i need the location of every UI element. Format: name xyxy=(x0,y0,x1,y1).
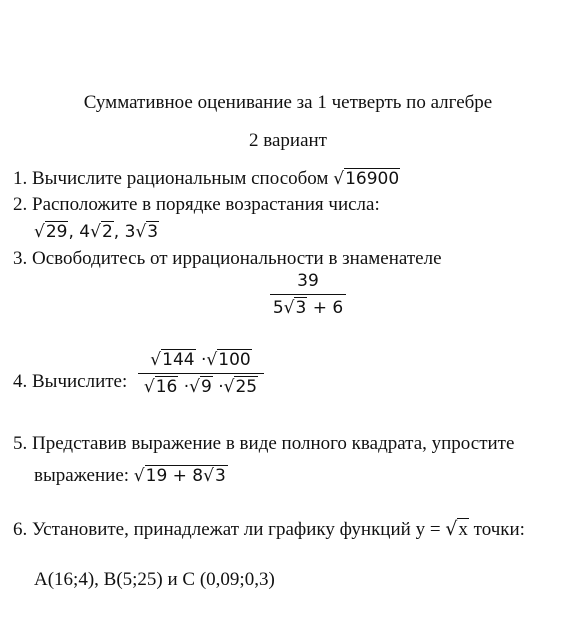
task-5-line-2 xyxy=(34,465,228,487)
multiply-dot: · xyxy=(201,350,207,370)
task-4-number: 4. xyxy=(13,371,28,392)
task-5-text-2: выражение: xyxy=(34,465,130,486)
task-2-root-3: √3 xyxy=(135,222,159,242)
task-2-separator-1: , xyxy=(68,222,74,242)
task-4-fraction xyxy=(138,350,264,397)
task-2-values xyxy=(34,222,159,242)
task-1 xyxy=(13,168,400,190)
task-3-number: 3. xyxy=(13,248,28,269)
task-2-radicand-2: 2 xyxy=(101,222,113,242)
task-1-root: √16900 xyxy=(333,169,400,189)
task-3-numerator: 39 xyxy=(297,271,319,291)
task-3-text: Освободитесь от иррациональности в знаменателе xyxy=(32,248,442,269)
task-3-den-coef: 5 xyxy=(272,298,284,318)
task-2-root-1: √29 xyxy=(34,222,68,242)
task-6-root: √x xyxy=(445,518,468,540)
task-3-den-root: √3 xyxy=(283,298,307,318)
task-4-num-radicand-1: 144 xyxy=(162,350,195,370)
task-5-root: √19 + 8√3 xyxy=(133,466,226,486)
task-2-text: Расположите в порядке возрастания числа: xyxy=(32,194,380,215)
task-2-root-2: √2 xyxy=(90,222,113,242)
task-2-coef-3: 3 xyxy=(124,222,136,242)
task-2-radicand-1: 29 xyxy=(45,222,68,242)
task-5 xyxy=(13,433,514,455)
task-4-numerator xyxy=(138,350,264,370)
fraction-bar xyxy=(270,294,346,295)
task-4-den-root-2: √9 xyxy=(189,377,212,397)
task-6-number: 6. xyxy=(13,519,28,540)
task-4-den-radicand-2: 9 xyxy=(201,377,212,397)
task-6-points: A(16;4), B(5;25) и C (0,09;0,3) xyxy=(34,569,275,590)
task-5-number: 5. xyxy=(13,433,28,454)
document-title: Суммативное оценивание за 1 четверть по алгебре xyxy=(83,92,493,113)
task-5-text: Представив выражение в виде полного квадрата, упростите xyxy=(32,433,515,454)
task-2-coef-2: 4 xyxy=(79,222,91,242)
task-1-radicand: 16900 xyxy=(345,169,400,189)
task-2 xyxy=(13,194,380,216)
task-4-denominator xyxy=(138,377,264,397)
task-5-inner-radicand: 3 xyxy=(214,466,226,486)
variant-label: 2 вариант xyxy=(249,130,327,151)
task-6 xyxy=(13,518,525,541)
task-3-fraction xyxy=(270,271,346,318)
task-2-radicand-3: 3 xyxy=(147,222,159,242)
task-2-separator-2: , xyxy=(113,222,120,242)
task-4-num-radicand-2: 100 xyxy=(218,350,251,370)
task-2-number: 2. xyxy=(13,194,28,215)
task-4-den-root-1: √16 xyxy=(143,377,178,397)
task-6-text-after: точки: xyxy=(473,519,525,540)
multiply-dot: · xyxy=(218,377,224,397)
task-4-num-root-1: √144 xyxy=(150,350,195,370)
task-3 xyxy=(13,248,442,270)
task-3-denominator xyxy=(270,298,346,318)
task-3-den-tail: + 6 xyxy=(307,298,344,318)
task-4-num-root-2: √100 xyxy=(206,350,251,370)
task-4-den-root-3: √25 xyxy=(223,377,258,397)
task-4-den-radicand-1: 16 xyxy=(155,377,178,397)
task-6-text: Установите, принадлежат ли графику функций у = xyxy=(32,519,441,540)
multiply-dot: · xyxy=(183,377,190,397)
task-4-den-radicand-3: 25 xyxy=(235,377,258,397)
task-6-radicand: x xyxy=(458,519,468,540)
task-4-text: Вычислите: xyxy=(32,371,128,392)
task-4 xyxy=(13,371,127,393)
task-5-expr-lead: 19 + 8 xyxy=(145,466,204,486)
task-5-inner-root: √3 xyxy=(203,466,226,486)
task-1-number: 1. xyxy=(13,168,28,189)
task-1-text: Вычислите рациональным способом xyxy=(32,168,329,189)
task-3-den-radicand: 3 xyxy=(295,298,307,318)
fraction-bar xyxy=(138,373,264,374)
